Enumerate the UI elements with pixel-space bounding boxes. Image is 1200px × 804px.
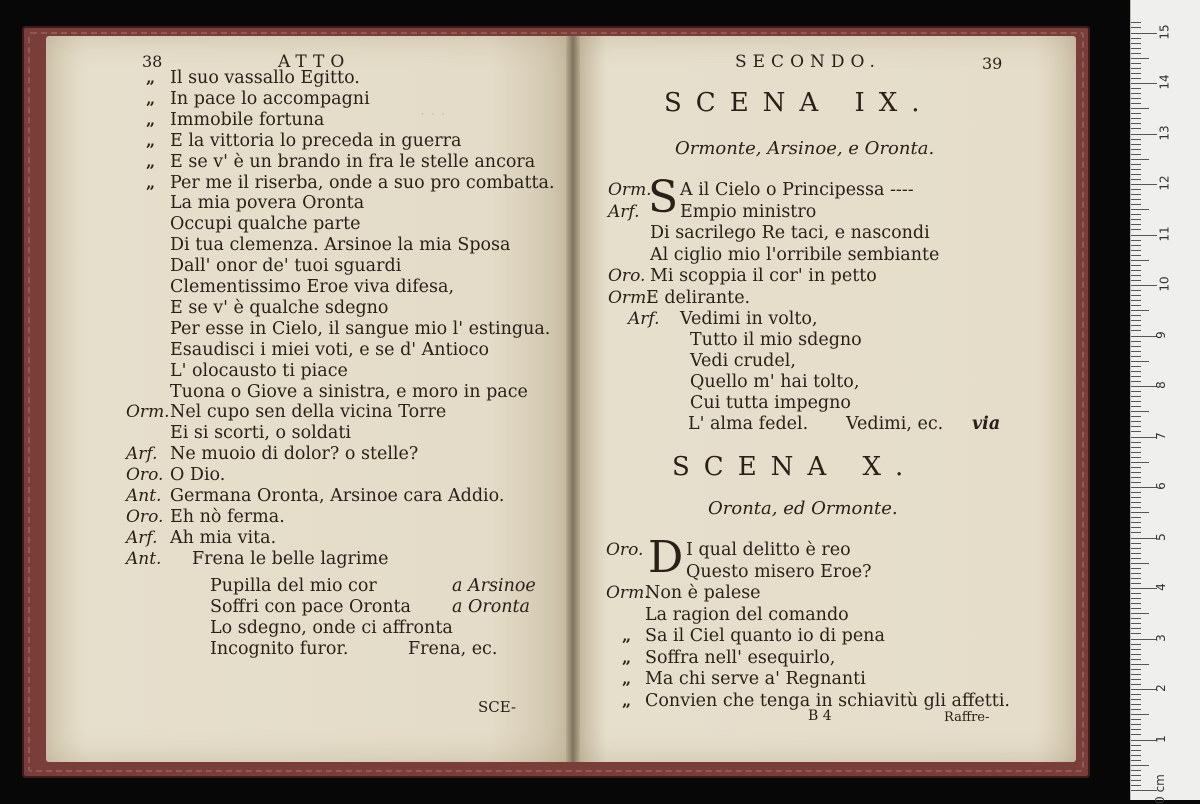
drop-capital: S: [648, 172, 679, 223]
ruler-tick: [1131, 664, 1149, 665]
speaker-label: Arf.: [126, 444, 158, 465]
verse-line: Ne muoio di dolor? o stelle?: [170, 444, 419, 465]
ruler-tick: [1131, 235, 1157, 236]
ruler-tick: [1131, 770, 1141, 771]
scene-x-title: SCENA X.: [672, 452, 918, 482]
ruler-tick: [1131, 583, 1141, 584]
ruler-tick: [1131, 270, 1141, 271]
speaker-label: Orm.: [606, 583, 650, 603]
ruler-tick: [1131, 214, 1141, 215]
ruler-tick: [1131, 341, 1141, 342]
aria-line: Vedi crudel,: [690, 351, 796, 371]
ruler-tick: [1131, 467, 1141, 468]
ruler-tick: [1131, 204, 1141, 205]
ruler-tick: [1131, 745, 1141, 746]
speaker-label: Ant.: [126, 486, 162, 506]
ruler-tick: [1131, 58, 1149, 59]
ruler-tick: [1131, 558, 1141, 559]
verse-line: Dall' onor de' tuoi sguardi: [170, 256, 402, 277]
verse-line: Non è palese: [645, 583, 761, 603]
quote-mark: „: [146, 130, 156, 150]
ruler-tick: [1131, 517, 1141, 518]
verse-line: Frena le belle lagrime: [192, 548, 389, 569]
ruler-tick: [1131, 310, 1149, 311]
verse-line: Questo misero Eroe?: [686, 561, 872, 582]
aria-line: Quello m' hai tolto,: [690, 372, 860, 392]
quote-mark: „: [146, 88, 156, 108]
verse-line: Ah mia vita.: [170, 527, 277, 548]
ruler-tick: [1131, 714, 1149, 715]
verse-line: Empio ministro: [680, 201, 817, 222]
ruler-label: 10: [1157, 276, 1172, 292]
ruler-tick: [1131, 356, 1141, 357]
ruler-tick: [1131, 280, 1141, 281]
scene-ix-aria-end: Vedimi, ec.: [846, 414, 944, 434]
verse-line: Per esse in Cielo, il sangue mio l' estingua.: [170, 318, 551, 339]
speaker-label: Oro.: [606, 540, 644, 560]
ruler-tick: [1131, 381, 1141, 382]
aria-line: Tutto il mio sdegno: [690, 330, 862, 350]
ruler-tick: [1131, 43, 1141, 44]
ruler-tick: [1131, 472, 1141, 473]
ruler-tick: [1131, 325, 1141, 326]
ruler-tick: [1131, 755, 1141, 756]
ruler-tick: [1131, 245, 1141, 246]
ruler-tick: [1131, 548, 1141, 549]
ruler-tick: [1131, 260, 1149, 261]
ruler-tick: [1131, 184, 1157, 185]
ruler-label: 3: [1153, 633, 1168, 642]
ruler-tick: [1131, 73, 1141, 74]
ruler-label: 12: [1157, 175, 1172, 191]
ruler-tick: [1131, 613, 1149, 614]
ruler-tick: [1131, 396, 1141, 397]
aria-line: Cui tutta impegno: [690, 393, 851, 413]
left-running-head: ATTO: [278, 52, 351, 72]
quote-mark: „: [622, 669, 632, 688]
ruler-tick: [1131, 229, 1141, 230]
ruler-tick: [1131, 371, 1141, 372]
ruler-label: 6: [1153, 482, 1168, 490]
verse-line: Sa il Ciel quanto io di pena: [645, 626, 885, 646]
speaker-label: Orm.: [608, 287, 652, 308]
verse-line: Nel cupo sen della vicina Torre: [170, 402, 447, 423]
ruler-tick: [1131, 442, 1141, 443]
ruler-tick: [1131, 447, 1141, 448]
ruler-tick: [1131, 123, 1141, 124]
ruler-tick: [1131, 729, 1141, 730]
ruler-tick: [1131, 497, 1141, 498]
ruler-tick: [1131, 598, 1141, 599]
ruler-label: 0 cm: [1152, 774, 1167, 804]
ruler-tick: [1131, 679, 1141, 680]
aria-aside: Frena, ec.: [408, 639, 498, 659]
ruler-label: 4: [1153, 583, 1168, 591]
ruler-tick: [1131, 219, 1141, 220]
ruler-tick: [1131, 179, 1141, 180]
aria-line: Pupilla del mio cor: [210, 576, 377, 596]
ruler-tick: [1131, 366, 1141, 367]
ruler-tick: [1131, 83, 1157, 84]
ruler-tick: [1131, 623, 1141, 624]
verse-line: La mia povera Oronta: [170, 193, 365, 214]
ruler-label: 8: [1153, 381, 1168, 389]
ruler-label: 9: [1153, 330, 1168, 339]
verse-line: O Dio.: [170, 465, 226, 486]
speaker-label: Arf.: [608, 201, 640, 222]
quote-mark: „: [146, 172, 156, 192]
ruler-tick: [1131, 113, 1141, 114]
ruler-tick: [1131, 527, 1141, 528]
ruler-tick: [1131, 255, 1141, 256]
quote-mark: „: [622, 690, 632, 710]
ruler-tick: [1131, 553, 1141, 554]
aria-aside: a Oronta: [452, 597, 530, 617]
ruler-tick: [1131, 48, 1141, 49]
ruler-tick: [1131, 618, 1141, 619]
quote-mark: „: [622, 647, 632, 667]
ruler-tick: [1131, 33, 1157, 34]
ruler-tick: [1131, 401, 1141, 402]
verse-line: E delirante.: [646, 287, 751, 308]
ruler-tick: [1131, 563, 1149, 564]
scene-ix-cast: Ormonte, Arsinoe, e Oronta.: [675, 138, 935, 159]
ruler-tick: [1131, 174, 1141, 175]
drop-capital: D: [648, 532, 684, 583]
verse-line: Clementissimo Eroe viva difesa,: [170, 277, 455, 297]
ruler-tick: [1131, 780, 1141, 781]
ruler-tick: [1131, 543, 1141, 544]
ruler-tick: [1131, 391, 1141, 392]
ruler-label: 1: [1153, 734, 1168, 743]
ruler-tick: [1131, 98, 1141, 99]
verse-line: In pace lo accompagni: [170, 88, 370, 109]
ruler-tick: [1131, 53, 1141, 54]
verse-line: Ei si scorti, o soldati: [170, 423, 351, 444]
ruler-tick: [1131, 452, 1141, 453]
quote-mark: „: [146, 151, 156, 171]
ruler-tick: [1131, 315, 1141, 316]
ruler-tick: [1131, 507, 1141, 508]
ruler-tick: [1131, 765, 1149, 766]
ruler-tick: [1131, 719, 1141, 720]
verse-line: I qual delitto è reo: [686, 540, 851, 560]
speaker-label: Orm.: [608, 180, 652, 200]
ruler-tick: [1131, 628, 1141, 629]
ruler-tick: [1131, 694, 1141, 695]
verse-line: Mi scoppia il cor' in petto: [650, 266, 877, 286]
verse-line: Di tua clemenza. Arsinoe la mia Sposa: [170, 235, 511, 256]
ruler-tick: [1131, 154, 1141, 155]
speaker-label: Oro.: [608, 266, 646, 286]
aria-line: Soffri con pace Oronta: [210, 597, 411, 617]
left-page-number: 38: [142, 52, 163, 71]
ruler-tick: [1131, 295, 1141, 296]
speaker-label: Oro.: [126, 465, 164, 486]
ruler-tick: [1131, 699, 1141, 700]
ruler-tick: [1131, 593, 1141, 594]
ruler-tick: [1131, 608, 1141, 609]
ruler-tick: [1131, 411, 1149, 412]
ruler-tick: [1131, 649, 1141, 650]
aria-aside: a Arsinoe: [452, 576, 536, 596]
quote-mark: „: [146, 68, 156, 87]
ruler-tick: [1131, 421, 1141, 422]
ruler-tick: [1131, 144, 1141, 145]
verse-line: Soffra nell' esequirlo,: [645, 647, 836, 668]
book-gutter: [566, 36, 580, 762]
speaker-label: Arf.: [628, 309, 660, 329]
ruler-tick: [1131, 603, 1141, 604]
ruler-tick: [1131, 63, 1141, 64]
ruler-tick: [1131, 406, 1141, 407]
verse-line: Vedimi in volto,: [680, 309, 818, 329]
ruler-tick: [1131, 159, 1149, 160]
right-catchword: Raffre-: [944, 710, 990, 725]
ruler-tick: [1131, 457, 1141, 458]
ruler-tick: [1131, 709, 1141, 710]
quote-mark: „: [622, 626, 632, 645]
ruler-tick: [1131, 416, 1141, 417]
ruler-tick: [1131, 38, 1141, 39]
ruler-tick: [1131, 68, 1141, 69]
ruler-tick: [1131, 330, 1141, 331]
aria-line: L' alma fedel.: [688, 414, 809, 434]
ruler-tick: [1131, 305, 1141, 306]
ruler-tick: [1131, 108, 1149, 109]
ruler-tick: [1131, 376, 1141, 377]
ruler-label: 7: [1153, 431, 1168, 440]
ruler-tick: [1131, 169, 1141, 170]
ruler-tick: [1131, 265, 1141, 266]
ruler-label: 13: [1157, 124, 1172, 141]
signature-mark: B 4: [808, 708, 832, 724]
bleed-through: . . .: [420, 100, 446, 119]
speaker-label: Arf.: [126, 527, 158, 548]
ruler-tick: [1131, 22, 1141, 23]
ruler-label: 2: [1153, 684, 1168, 692]
verse-line: Tuona o Giove a sinistra, e moro in pace: [170, 381, 528, 402]
ruler-tick: [1131, 88, 1141, 89]
ruler-tick: [1131, 573, 1141, 574]
ruler-tick: [1131, 724, 1141, 725]
left-catchword: SCE-: [478, 698, 517, 716]
ruler-tick: [1131, 128, 1141, 129]
verse-line: Germana Oronta, Arsinoe cara Addio.: [170, 486, 505, 506]
ruler-tick: [1131, 351, 1141, 352]
right-running-head: SECONDO.: [735, 52, 881, 72]
ruler-tick: [1131, 644, 1141, 645]
ruler-tick: [1131, 285, 1157, 286]
ruler-tick: [1131, 512, 1149, 513]
ruler-tick: [1131, 750, 1141, 751]
speaker-label: Ant.: [126, 548, 162, 569]
verse-line: Ma chi serve a' Regnanti: [645, 669, 866, 689]
ruler-tick: [1131, 93, 1141, 94]
ruler-tick: [1131, 361, 1149, 362]
ruler-tick: [1131, 568, 1141, 569]
verse-line: E se v' è un brando in fra le stelle ancora: [170, 151, 536, 172]
ruler-tick: [1131, 209, 1149, 210]
verse-line: Al ciglio mio l'orribile sembiante: [650, 244, 940, 265]
measuring-ruler: [1130, 0, 1200, 804]
ruler-label: 15: [1157, 23, 1172, 40]
ruler-tick: [1131, 578, 1141, 579]
ruler-tick: [1131, 532, 1141, 533]
ruler-tick: [1131, 275, 1141, 276]
ruler-tick: [1131, 134, 1157, 135]
ruler-label: 14: [1157, 74, 1172, 90]
ruler-tick: [1131, 103, 1141, 104]
ruler-tick: [1131, 78, 1141, 79]
ruler-tick: [1131, 522, 1141, 523]
ruler-tick: [1131, 431, 1141, 432]
ruler-tick: [1131, 194, 1141, 195]
verse-line: Convien che tenga in schiavitù gli affetti.: [645, 690, 1010, 711]
ruler-tick: [1131, 704, 1141, 705]
ruler-tick: [1131, 785, 1141, 786]
ruler-tick: [1131, 669, 1141, 670]
ruler-tick: [1131, 290, 1141, 291]
speaker-label: Oro.: [126, 506, 164, 527]
ruler-tick: [1131, 149, 1141, 150]
verse-line: Immobile fortuna: [170, 109, 325, 130]
verse-line: E se v' è qualche sdegno: [170, 297, 389, 318]
ruler-tick: [1131, 492, 1141, 493]
ruler-tick: [1131, 654, 1141, 655]
right-page-number: 39: [982, 54, 1003, 73]
ruler-tick: [1131, 224, 1141, 225]
verse-line: Di sacrilego Re taci, e nascondi: [650, 223, 930, 243]
verse-line: La ragion del comando: [645, 604, 849, 625]
ruler-tick: [1131, 189, 1141, 190]
ruler-tick: [1131, 300, 1141, 301]
scene-x-cast: Oronta, ed Ormonte.: [708, 498, 898, 519]
ruler-tick: [1131, 482, 1141, 483]
ruler-tick: [1131, 27, 1141, 28]
ruler-label: 11: [1157, 225, 1172, 242]
ruler-tick: [1131, 633, 1141, 634]
ruler-label: 5: [1153, 532, 1168, 541]
ruler-tick: [1131, 684, 1141, 685]
speaker-label: Orm.: [126, 402, 170, 423]
ruler-tick: [1131, 118, 1141, 119]
ruler-tick: [1131, 760, 1141, 761]
scene-ix-title: SCENA IX.: [664, 88, 934, 118]
ruler-tick: [1131, 477, 1141, 478]
ruler-tick: [1131, 426, 1141, 427]
verse-line: Per me il riserba, onde a suo pro combatta.: [170, 172, 555, 193]
verse-line: Esaudisci i miei voti, e se d' Antioco: [170, 339, 490, 360]
ruler-tick: [1131, 659, 1141, 660]
ruler-tick: [1131, 674, 1141, 675]
quote-mark: „: [146, 109, 156, 129]
ruler-tick: [1131, 199, 1141, 200]
ruler-tick: [1131, 346, 1141, 347]
ruler-tick: [1131, 139, 1141, 140]
ruler-tick: [1131, 502, 1141, 503]
verse-line: L' olocausto ti piace: [170, 360, 348, 381]
ruler-tick: [1131, 164, 1141, 165]
scene-ix-exit: via: [972, 414, 1001, 434]
ruler-tick: [1131, 775, 1141, 776]
verse-line: Eh nò ferma.: [170, 506, 285, 527]
verse-line: Il suo vassallo Egitto.: [170, 68, 360, 88]
ruler-tick: [1131, 250, 1141, 251]
ruler-tick: [1131, 320, 1141, 321]
ruler-tick: [1131, 734, 1141, 735]
ruler-tick: [1131, 462, 1149, 463]
verse-line: A il Cielo o Principessa ----: [680, 180, 914, 200]
verse-line: Occupi qualche parte: [170, 214, 361, 235]
aria-line: Lo sdegno, onde ci affronta: [210, 618, 453, 638]
aria-line: Incognito furor.: [210, 639, 349, 659]
ruler-tick: [1131, 240, 1141, 241]
verse-line: E la vittoria lo preceda in guerra: [170, 130, 462, 151]
